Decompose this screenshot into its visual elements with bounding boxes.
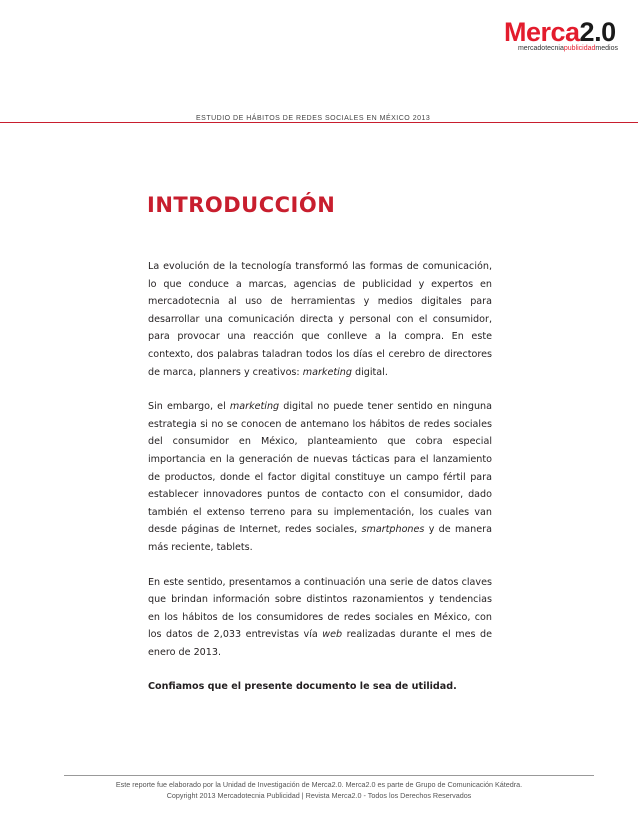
paragraph-2-emphasis-smartphones: smartphones: [361, 524, 425, 536]
study-title: ESTUDIO DE HÁBITOS DE REDES SOCIALES EN MÉXICO 2013: [196, 115, 431, 122]
paragraph-3-emphasis-web: web: [322, 629, 343, 641]
paragraph-3-text-a: En este sentido, presentamos a continuación una serie de datos claves que brindan información sobre distintos razonamientos y tendencias en los hábitos de los consumidores de redes sociales en México, con los datos de 2,033 entrevistas vía: [148, 576, 492, 641]
paragraph-3-text-b: realizadas durante el mes de enero de 2013.: [148, 629, 492, 658]
logo-tagline-medios: medios: [595, 45, 618, 52]
logo-tagline: [518, 45, 618, 53]
body-text: [148, 258, 492, 713]
paragraph-2-text-c: y de manera más reciente, tablets.: [148, 524, 492, 553]
header-divider: [0, 122, 638, 123]
merca20-logo: [504, 18, 624, 54]
paragraph-1-emphasis-marketing: marketing: [302, 366, 352, 378]
paragraph-1-text-b: digital.: [351, 366, 388, 378]
footer-divider: [64, 775, 594, 776]
logo-wordmark: [504, 18, 616, 46]
paragraph-3: [148, 574, 492, 662]
logo-tagline-mercadotecnia: mercadotecnia: [517, 45, 564, 52]
logo-tagline-publicidad: publicidad: [563, 45, 596, 52]
page-title: INTRODUCCIÓN: [147, 193, 336, 217]
footer: [40, 780, 598, 801]
footer-line-2: Copyright 2013 Mercadotecnia Publicidad | Revista Merca2.0 - Todos los Derechos Reservados: [166, 790, 472, 800]
logo-brand-merca: Merca: [504, 17, 580, 47]
paragraph-2: [148, 398, 492, 556]
closing-statement: Confiamos que el presente documento le sea de utilidad.: [148, 681, 457, 693]
paragraph-2-emphasis-marketing: marketing: [229, 401, 280, 413]
logo-brand-version: 2.0: [579, 17, 616, 47]
footer-line-1: Este reporte fue elaborado por la Unidad de Investigación de Merca2.0. Merca2.0 es parte de Grupo de Comunicación Kátedra.: [115, 780, 523, 789]
paragraph-2-text-a: Sin embargo, el: [148, 401, 230, 413]
paragraph-2-text-b: digital no puede tener sentido en ninguna estrategia si no se conocen de antemano los hábitos de redes sociales del consumidor en México, planteamiento que cobra especial importancia en la generación de nuevas tácticas para el lanzamiento de productos, donde el factor digital constituye un campo fértil para establecer innovadores puntos de contacto con el consumidor, dado también el extenso terreno para su implementación, los cuales van desde páginas de Internet, redes sociales,: [148, 401, 493, 536]
paragraph-1-text-a: La evolución de la tecnología transformó las formas de comunicación, lo que conduce a marcas, agencias de publicidad y expertos en mercadotecnia al uso de herramientas y medios digitales para desarrollar una comunicación directa y personal con el consumidor, para provocar una reacción que conlleve a la compra. En este contexto, dos palabras taladran todos los días el cerebro de directores de marca, planners y creativos:: [148, 261, 492, 378]
paragraph-1: [148, 258, 492, 381]
